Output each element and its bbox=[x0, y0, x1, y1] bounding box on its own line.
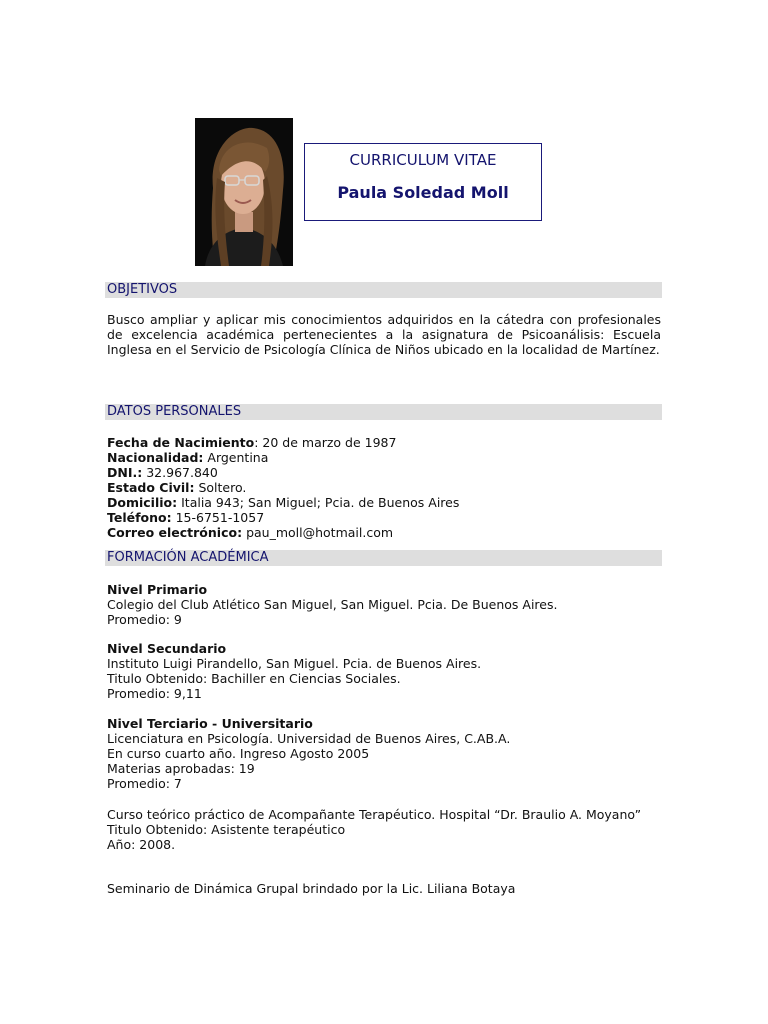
nivel-terciario-line: Materias aprobadas: 19 bbox=[107, 761, 255, 776]
document-title: CURRICULUM VITAE bbox=[349, 151, 497, 169]
datos-personales-list bbox=[107, 435, 661, 540]
field-dni: DNI.: 32.967.840 bbox=[107, 465, 218, 480]
section-header-datos-personales: DATOS PERSONALES bbox=[105, 404, 662, 420]
curso-line: Titulo Obtenido: Asistente terapéutico bbox=[107, 822, 346, 837]
section-header-objetivos: OBJETIVOS bbox=[105, 282, 662, 298]
field-domicilio: Domicilio: Italia 943; San Miguel; Pcia. de Buenos Aires bbox=[107, 495, 460, 510]
nivel-secundario-line: Promedio: 9,11 bbox=[107, 686, 202, 701]
nivel-secundario-line: Instituto Luigi Pirandello, San Miguel. Pcia. de Buenos Aires. bbox=[107, 656, 482, 671]
field-nacionalidad: Nacionalidad: Argentina bbox=[107, 450, 269, 465]
curso-acompanante bbox=[107, 807, 661, 852]
person-name: Paula Soledad Moll bbox=[337, 183, 509, 202]
field-estado-civil: Estado Civil: Soltero. bbox=[107, 480, 247, 495]
section-header-formacion: FORMACIÓN ACADÉMICA bbox=[105, 550, 662, 566]
nivel-terciario-line: En curso cuarto año. Ingreso Agosto 2005 bbox=[107, 746, 370, 761]
title-box bbox=[304, 143, 542, 221]
nivel-primario-line: Colegio del Club Atlético San Miguel, San Miguel. Pcia. De Buenos Aires. bbox=[107, 597, 558, 612]
seminario-line: Seminario de Dinámica Grupal brindado por la Lic. Liliana Botaya bbox=[107, 881, 516, 896]
nivel-primario-line: Promedio: 9 bbox=[107, 612, 182, 627]
curso-line: Curso teórico práctico de Acompañante Terapéutico. Hospital “Dr. Braulio A. Moyano” bbox=[107, 807, 642, 822]
nivel-primario-title: Nivel Primario bbox=[107, 582, 208, 597]
nivel-primario bbox=[107, 582, 661, 627]
nivel-terciario bbox=[107, 716, 661, 791]
field-correo: Correo electrónico: pau_moll@hotmail.com bbox=[107, 525, 394, 540]
profile-photo bbox=[195, 118, 293, 266]
seminario bbox=[107, 881, 661, 896]
nivel-secundario bbox=[107, 641, 661, 701]
field-fecha-nacimiento: Fecha de Nacimiento: 20 de marzo de 1987 bbox=[107, 435, 397, 450]
field-telefono: Teléfono: 15-6751-1057 bbox=[107, 510, 265, 525]
nivel-terciario-line: Promedio: 7 bbox=[107, 776, 182, 791]
nivel-secundario-line: Titulo Obtenido: Bachiller en Ciencias Sociales. bbox=[107, 671, 401, 686]
objetivos-text: Busco ampliar y aplicar mis conocimientos adquiridos en la cátedra con profesionales de excelencia académica pertenecientes a la asignatura de Psicoanálisis: Escuela Inglesa en el Servicio de Psicología Clínica de Niños ubicado en la localidad de Martínez. bbox=[107, 312, 661, 357]
curso-line: Año: 2008. bbox=[107, 837, 176, 852]
profile-photo-illustration bbox=[195, 118, 293, 266]
nivel-terciario-title: Nivel Terciario - Universitario bbox=[107, 716, 313, 731]
nivel-secundario-title: Nivel Secundario bbox=[107, 641, 227, 656]
nivel-terciario-line: Licenciatura en Psicología. Universidad de Buenos Aires, C.AB.A. bbox=[107, 731, 511, 746]
